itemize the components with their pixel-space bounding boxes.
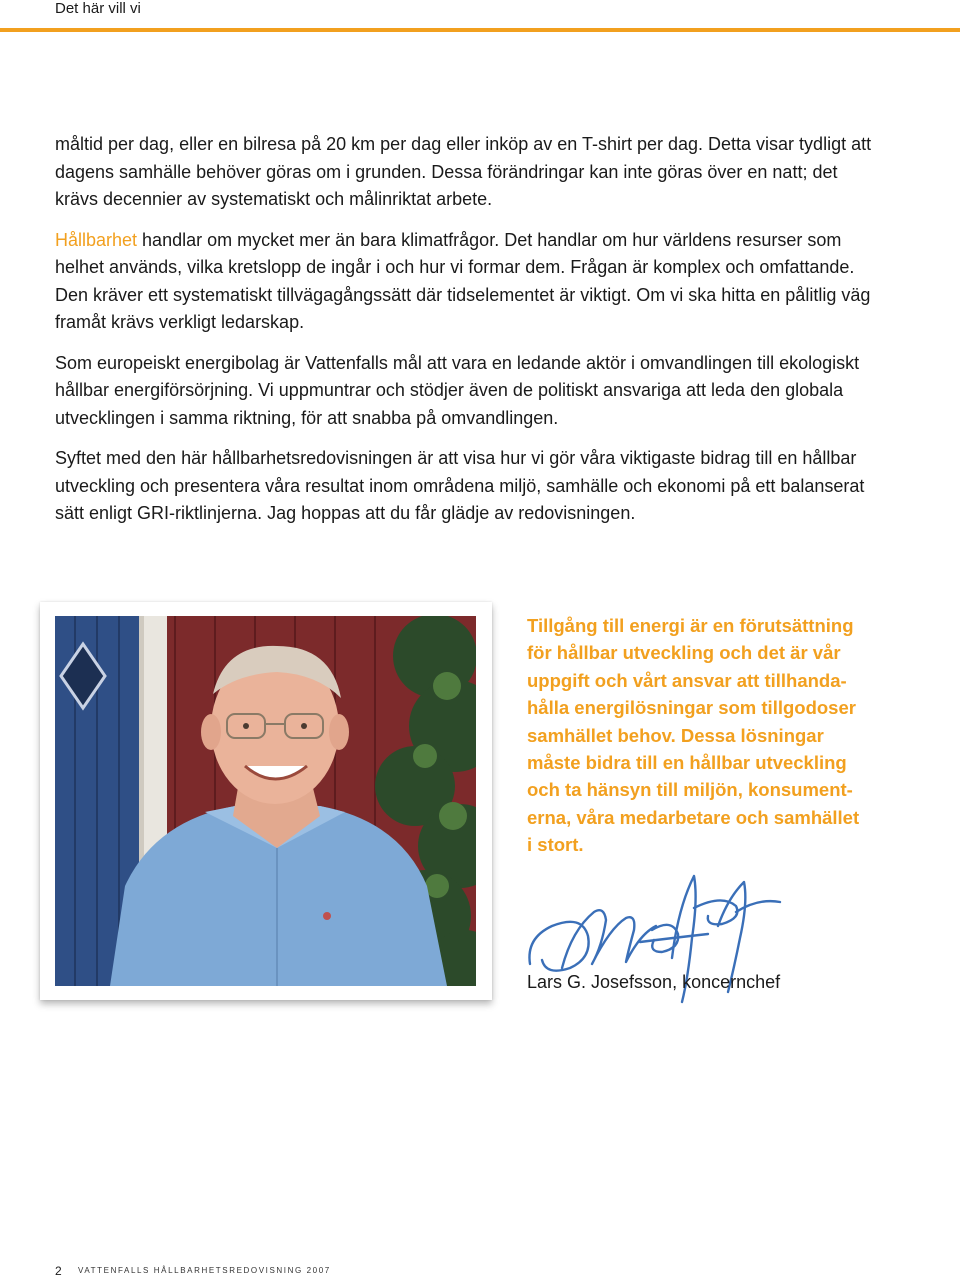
paragraph-4: Syftet med den här hållbarhetsredovisningen är att visa hur vi gör våra viktigaste bidrag till en hållbar utveckling och presentera våra resultat inom områdena miljö, samhälle och ekonomi på ett balanserat sätt enligt GRI-riktlinjerna. Jag hoppas att du får glädje av redovisningen. <box>55 448 865 523</box>
highlight-term: Hållbarhet <box>55 229 138 250</box>
quote-line: i stort. <box>527 834 584 856</box>
body-text <box>55 131 885 541</box>
quote-line: erna, våra medarbetare och samhället <box>527 806 860 828</box>
quote-line: Tillgång till energi är en förutsättning <box>527 615 854 636</box>
pull-quote <box>527 612 877 859</box>
signatory-name: Lars G. Josefsson, koncernchef <box>527 972 781 992</box>
page-header <box>0 0 960 32</box>
quote-line: uppgift och vårt ansvar att tillhanda- <box>527 669 847 691</box>
portrait-photo <box>55 616 476 986</box>
portrait-frame <box>40 602 492 1000</box>
paragraph-2-text: handlar om mycket mer än bara klimatfrågor. Det handlar om hur världens resurser som helhet används, vilka kretslopp de ingår i och hur vi formar dem. Frågan är komplex och omfattande. Den kräver ett systematiskt tillvägagångssätt där tidselementet är viktigt. Om vi ska hitta en pålitlig väg framåt krävs verkligt ledarskap. <box>55 229 871 332</box>
paragraph-2 <box>55 227 885 337</box>
publication-title: VATTENFALLS HÅLLBARHETSREDOVISNING 2007 <box>78 1266 331 1275</box>
paragraph-3: Som europeiskt energibolag är Vattenfalls mål att vara en ledande aktör i omvandlingen till ekologiskt hållbar energiförsörjning. Vi uppmuntrar och stödjer även de politiskt ansvariga att leda den globala utvecklingen i samma riktning, för att snabba på omvandlingen. <box>55 352 860 428</box>
quote-line: för hållbar utveckling och det är vår <box>527 642 841 664</box>
paragraph-1: måltid per dag, eller en bilresa på 20 km per dag eller inköp av en T-shirt per dag. Detta visar tydligt att dagens samhälle behöver göras om i grunden. Dessa förändringar kan inte göras över en natt; det krävs decennier av systematiskt och målinriktat arbete. <box>55 134 872 209</box>
section-label: Det här vill vi <box>55 0 141 17</box>
quote-line: och ta hänsyn till miljön, konsument- <box>527 779 853 801</box>
quote-line: hålla energilösningar som tillgodoser <box>527 697 856 719</box>
quote-line: samhället behov. Dessa lösningar <box>527 724 824 746</box>
page-number: 2 <box>55 1264 62 1278</box>
quote-line: måste bidra till en hållbar utveckling <box>527 752 847 774</box>
